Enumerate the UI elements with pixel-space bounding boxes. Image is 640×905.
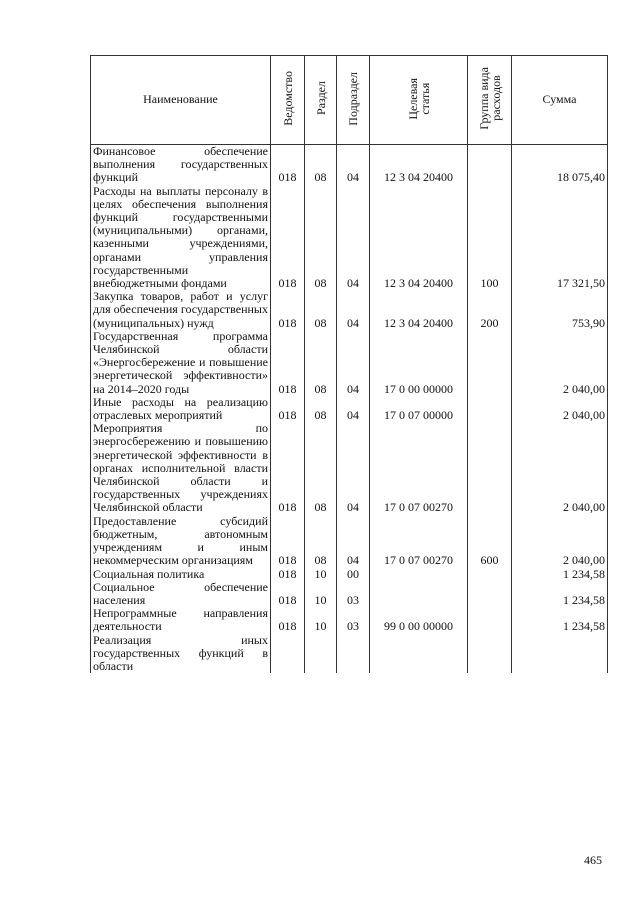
budget-table [90, 55, 608, 673]
row-celevaya [370, 581, 468, 607]
header-gruppa [468, 56, 512, 145]
header-gruppa-text: Группа вида расходов [476, 67, 503, 130]
row-summa: 17 321,50 [512, 185, 608, 291]
row-razdel: 08 [305, 422, 337, 514]
header-summa: Сумма [512, 56, 608, 145]
table-row [91, 145, 608, 185]
table-row [91, 581, 608, 607]
row-vedomstvo: 018 [271, 145, 305, 185]
row-podrazdel: 03 [337, 607, 370, 633]
row-vedomstvo: 018 [271, 607, 305, 633]
row-gruppa [468, 607, 512, 633]
row-podrazdel: 03 [337, 581, 370, 607]
row-podrazdel: 04 [337, 145, 370, 185]
row-celevaya: 17 0 07 00270 [370, 515, 468, 568]
row-podrazdel: 04 [337, 396, 370, 422]
row-podrazdel: 04 [337, 290, 370, 330]
row-gruppa [468, 568, 512, 581]
row-razdel: 08 [305, 515, 337, 568]
row-razdel: 10 [305, 581, 337, 607]
row-gruppa [468, 634, 512, 674]
row-summa: 1 234,58 [512, 568, 608, 581]
row-name: Предоставление субсидий бюджетным, автономным учреждениям и иным некоммерческим организациям [91, 515, 271, 568]
row-name: Мероприятия по энергосбережению и повышению энергетической эффективности в органах исполнительной власти Челябинской области и государственных учреждениях Челябинской области [91, 422, 271, 514]
row-podrazdel: 04 [337, 422, 370, 514]
table-header-row [91, 56, 608, 145]
header-podrazdel [337, 56, 370, 145]
row-celevaya: 12 3 04 20400 [370, 185, 468, 291]
row-gruppa: 200 [468, 290, 512, 330]
row-razdel [305, 634, 337, 674]
row-razdel: 08 [305, 185, 337, 291]
row-summa: 2 040,00 [512, 422, 608, 514]
row-name: Социальное обеспечение населения [91, 581, 271, 607]
header-razdel [305, 56, 337, 145]
table-row [91, 515, 608, 568]
row-name: Закупка товаров, работ и услуг для обеспечения государственных (муниципальных) нужд [91, 290, 271, 330]
row-name: Государственная программа Челябинской области «Энергосбережение и повышение энергетической эффективности» на 2014–2020 годы [91, 330, 271, 396]
header-celevaya-text: Целевая статья [405, 77, 432, 120]
table-row [91, 290, 608, 330]
row-summa: 753,90 [512, 290, 608, 330]
row-celevaya: 99 0 00 00000 [370, 607, 468, 633]
row-name: Финансовое обеспечение выполнения государственных функций [91, 145, 271, 185]
row-name: Социальная политика [91, 568, 271, 581]
row-vedomstvo [271, 634, 305, 674]
table-row [91, 568, 608, 581]
page-number: 465 [584, 853, 602, 867]
row-celevaya [370, 634, 468, 674]
header-razdel-text: Раздел [313, 81, 328, 116]
row-razdel: 08 [305, 330, 337, 396]
table-row [91, 607, 608, 633]
table-row [91, 634, 608, 674]
row-gruppa: 600 [468, 515, 512, 568]
row-vedomstvo: 018 [271, 396, 305, 422]
row-vedomstvo: 018 [271, 422, 305, 514]
row-vedomstvo: 018 [271, 568, 305, 581]
row-celevaya [370, 568, 468, 581]
row-summa: 2 040,00 [512, 396, 608, 422]
row-gruppa: 100 [468, 185, 512, 291]
row-gruppa [468, 396, 512, 422]
row-vedomstvo: 018 [271, 185, 305, 291]
row-vedomstvo: 018 [271, 290, 305, 330]
row-name: Расходы на выплаты персоналу в целях обеспечения выполнения функций государственными (муниципальными) органами, казенными учреждениями, органами управления государственными внебюджетными фондами [91, 185, 271, 291]
row-summa: 2 040,00 [512, 330, 608, 396]
table-row [91, 185, 608, 291]
header-name: Наименование [91, 56, 271, 145]
row-razdel: 10 [305, 568, 337, 581]
row-razdel: 08 [305, 290, 337, 330]
row-name: Иные расходы на реализацию отраслевых мероприятий [91, 396, 271, 422]
table-body [91, 145, 608, 674]
row-summa [512, 634, 608, 674]
header-celevaya [370, 56, 468, 145]
row-podrazdel: 00 [337, 568, 370, 581]
row-podrazdel: 04 [337, 185, 370, 291]
table-row [91, 396, 608, 422]
row-podrazdel: 04 [337, 330, 370, 396]
table-row [91, 422, 608, 514]
row-summa: 1 234,58 [512, 607, 608, 633]
header-vedomstvo-text: Ведомство [280, 71, 295, 126]
row-summa: 2 040,00 [512, 515, 608, 568]
table-row [91, 330, 608, 396]
row-name: Непрограммные направления деятельности [91, 607, 271, 633]
row-podrazdel: 04 [337, 515, 370, 568]
row-gruppa [468, 581, 512, 607]
row-celevaya: 12 3 04 20400 [370, 145, 468, 185]
row-gruppa [468, 330, 512, 396]
row-summa: 1 234,58 [512, 581, 608, 607]
row-razdel: 08 [305, 396, 337, 422]
row-razdel: 08 [305, 145, 337, 185]
row-vedomstvo: 018 [271, 330, 305, 396]
header-podrazdel-text: Подраздел [346, 71, 360, 126]
row-gruppa [468, 422, 512, 514]
row-celevaya: 12 3 04 20400 [370, 290, 468, 330]
row-celevaya: 17 0 07 00270 [370, 422, 468, 514]
row-gruppa [468, 145, 512, 185]
header-vedomstvo [271, 56, 305, 145]
row-vedomstvo: 018 [271, 515, 305, 568]
row-celevaya: 17 0 00 00000 [370, 330, 468, 396]
row-celevaya: 17 0 07 00000 [370, 396, 468, 422]
row-podrazdel [337, 634, 370, 674]
row-razdel: 10 [305, 607, 337, 633]
row-name: Реализация иных государственных функций в области [91, 634, 271, 674]
row-vedomstvo: 018 [271, 581, 305, 607]
row-summa: 18 075,40 [512, 145, 608, 185]
